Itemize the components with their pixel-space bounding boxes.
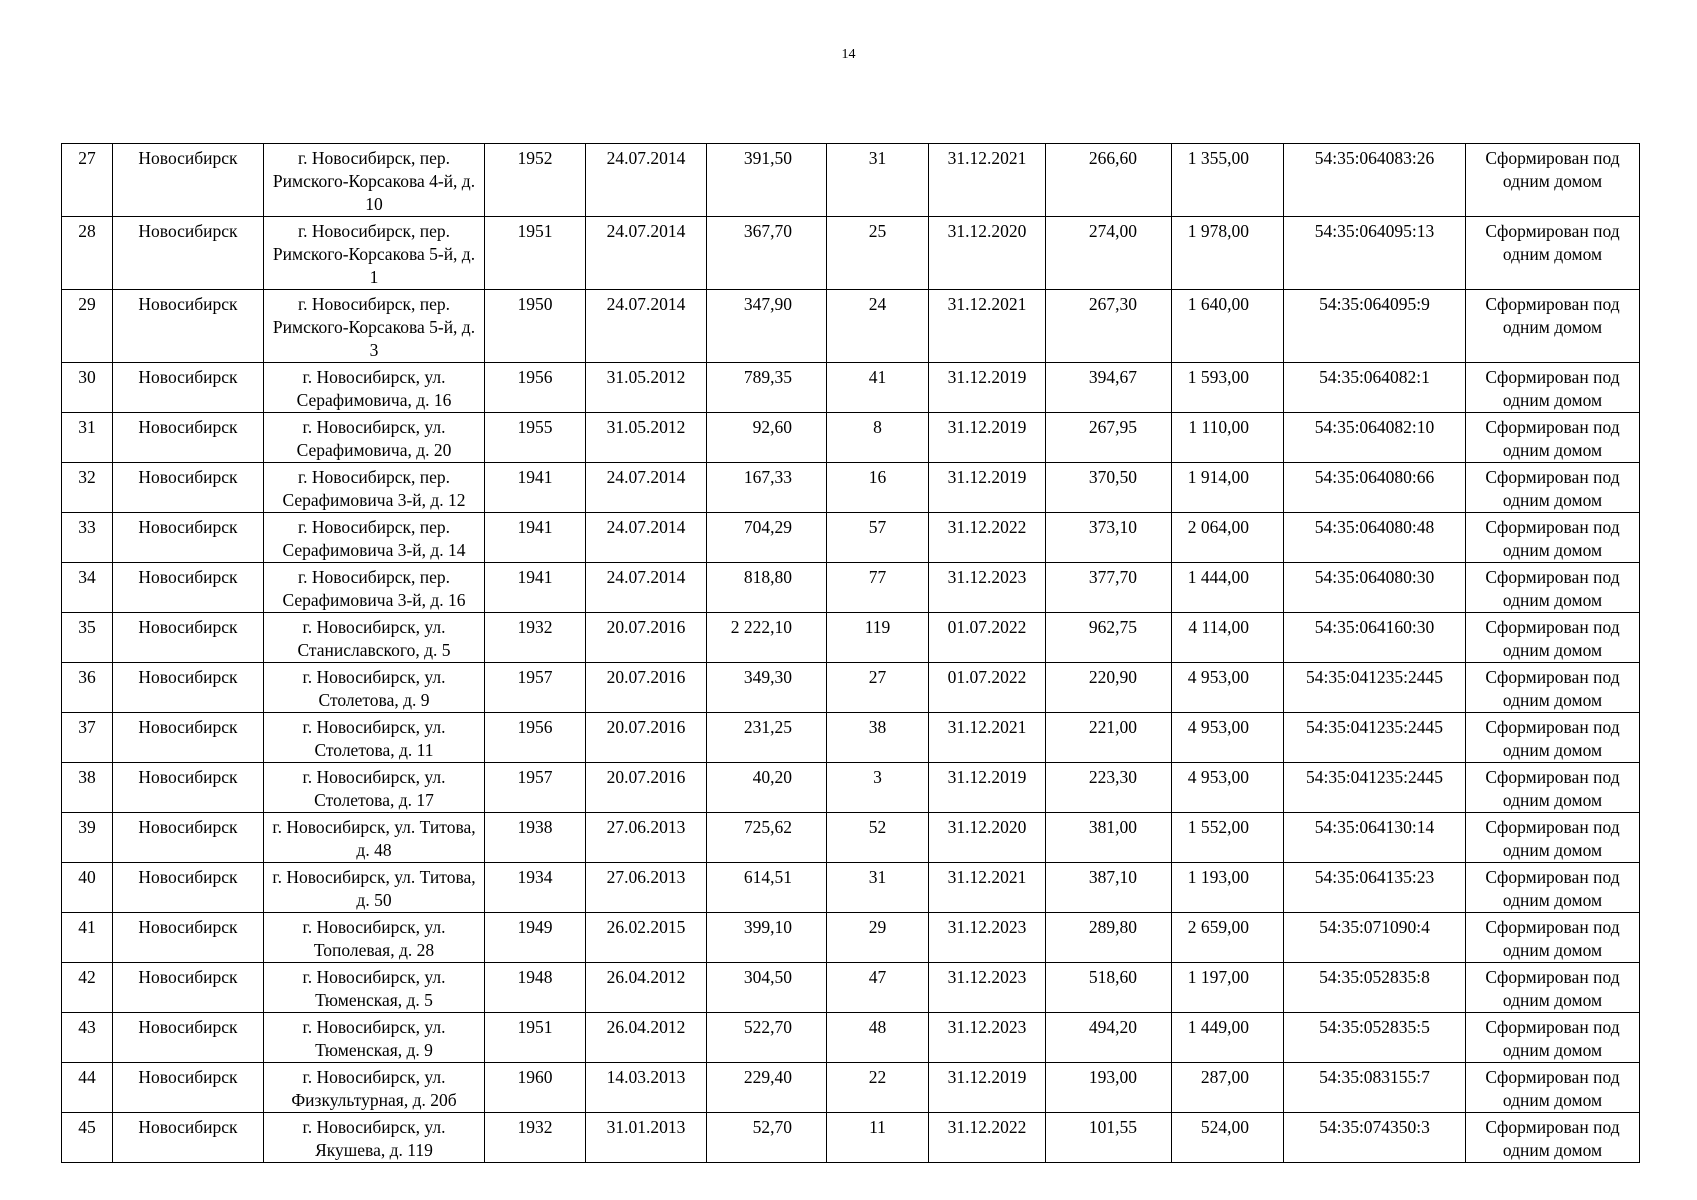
cell-cadastral-number: 54:35:041235:2445 [1284,763,1466,813]
table-body [62,144,1640,1163]
cell-settlement: Новосибирск [113,713,264,763]
cell-cost: 962,75 [1046,613,1172,663]
cell-year-built: 1950 [485,290,586,363]
cell-deadline: 31.12.2021 [929,863,1046,913]
cell-deadline: 31.12.2019 [929,763,1046,813]
cell-residents: 16 [827,463,929,513]
cell-cadastral-number: 54:35:064135:23 [1284,863,1466,913]
cell-deadline: 31.12.2019 [929,363,1046,413]
cell-cadastral-number: 54:35:074350:3 [1284,1113,1466,1163]
cell-area: 40,20 [707,763,827,813]
cell-row-number: 36 [62,663,113,713]
cell-land-status: Сформирован под одним домом [1466,563,1640,613]
cell-settlement: Новосибирск [113,513,264,563]
cell-deadline: 31.12.2023 [929,563,1046,613]
cell-address: г. Новосибирск, ул. Тюменская, д. 5 [264,963,485,1013]
cell-land-area: 287,00 [1172,1063,1284,1113]
cell-land-area: 1 640,00 [1172,290,1284,363]
cell-land-status: Сформирован под одним домом [1466,863,1640,913]
cell-deadline: 01.07.2022 [929,663,1046,713]
table-row [62,1013,1640,1063]
cell-row-number: 35 [62,613,113,663]
cell-address: г. Новосибирск, ул. Станиславского, д. 5 [264,613,485,663]
cell-address: г. Новосибирск, ул. Титова, д. 48 [264,813,485,863]
cell-cadastral-number: 54:35:083155:7 [1284,1063,1466,1113]
cell-cost: 101,55 [1046,1113,1172,1163]
cell-land-status: Сформирован под одним домом [1466,913,1640,963]
cell-cadastral-number: 54:35:064082:10 [1284,413,1466,463]
cell-settlement: Новосибирск [113,463,264,513]
cell-row-number: 38 [62,763,113,813]
cell-row-number: 31 [62,413,113,463]
cell-row-number: 34 [62,563,113,613]
cell-settlement: Новосибирск [113,963,264,1013]
cell-deadline: 31.12.2021 [929,144,1046,217]
cell-cost: 518,60 [1046,963,1172,1013]
cell-land-area: 4 953,00 [1172,763,1284,813]
cell-cost: 494,20 [1046,1013,1172,1063]
cell-date: 24.07.2014 [586,290,707,363]
cell-date: 24.07.2014 [586,217,707,290]
cell-cost: 193,00 [1046,1063,1172,1113]
cell-address: г. Новосибирск, пер. Римского-Корсакова 5-й, д. 1 [264,217,485,290]
cell-year-built: 1952 [485,144,586,217]
cell-land-status: Сформирован под одним домом [1466,144,1640,217]
cell-cadastral-number: 54:35:064080:66 [1284,463,1466,513]
cell-date: 26.04.2012 [586,1013,707,1063]
cell-land-area: 1 914,00 [1172,463,1284,513]
cell-date: 27.06.2013 [586,813,707,863]
cell-row-number: 32 [62,463,113,513]
cell-date: 20.07.2016 [586,613,707,663]
cell-cadastral-number: 54:35:052835:5 [1284,1013,1466,1063]
table-row [62,463,1640,513]
cell-residents: 25 [827,217,929,290]
cell-area: 231,25 [707,713,827,763]
cell-residents: 41 [827,363,929,413]
cell-cost: 370,50 [1046,463,1172,513]
cell-year-built: 1948 [485,963,586,1013]
cell-year-built: 1938 [485,813,586,863]
cell-date: 20.07.2016 [586,663,707,713]
table-row [62,863,1640,913]
cell-land-status: Сформирован под одним домом [1466,713,1640,763]
cell-area: 704,29 [707,513,827,563]
cell-cost: 220,90 [1046,663,1172,713]
cell-row-number: 40 [62,863,113,913]
cell-area: 818,80 [707,563,827,613]
table-row [62,290,1640,363]
cell-row-number: 41 [62,913,113,963]
cell-cost: 221,00 [1046,713,1172,763]
table-row [62,413,1640,463]
cell-residents: 29 [827,913,929,963]
cell-date: 24.07.2014 [586,144,707,217]
cell-address: г. Новосибирск, ул. Физкультурная, д. 20б [264,1063,485,1113]
cell-address: г. Новосибирск, пер. Серафимовича 3-й, д. 14 [264,513,485,563]
cell-year-built: 1960 [485,1063,586,1113]
cell-land-status: Сформирован под одним домом [1466,963,1640,1013]
cell-cadastral-number: 54:35:064080:30 [1284,563,1466,613]
cell-settlement: Новосибирск [113,1013,264,1063]
table-row [62,1063,1640,1113]
cell-land-area: 524,00 [1172,1113,1284,1163]
table-row [62,663,1640,713]
cell-land-status: Сформирован под одним домом [1466,363,1640,413]
cell-cost: 373,10 [1046,513,1172,563]
cell-residents: 31 [827,144,929,217]
cell-cost: 289,80 [1046,913,1172,963]
cell-land-status: Сформирован под одним домом [1466,513,1640,563]
cell-cadastral-number: 54:35:041235:2445 [1284,713,1466,763]
cell-year-built: 1955 [485,413,586,463]
cell-year-built: 1956 [485,713,586,763]
cell-area: 92,60 [707,413,827,463]
housing-registry-table [61,143,1640,1163]
table-row [62,563,1640,613]
cell-row-number: 37 [62,713,113,763]
cell-cadastral-number: 54:35:052835:8 [1284,963,1466,1013]
cell-settlement: Новосибирск [113,217,264,290]
cell-year-built: 1941 [485,563,586,613]
cell-year-built: 1934 [485,863,586,913]
cell-deadline: 31.12.2022 [929,513,1046,563]
cell-land-area: 1 444,00 [1172,563,1284,613]
cell-area: 614,51 [707,863,827,913]
cell-residents: 27 [827,663,929,713]
cell-cadastral-number: 54:35:064083:26 [1284,144,1466,217]
cell-settlement: Новосибирск [113,863,264,913]
cell-address: г. Новосибирск, пер. Римского-Корсакова 5-й, д. 3 [264,290,485,363]
cell-date: 26.02.2015 [586,913,707,963]
cell-row-number: 33 [62,513,113,563]
cell-cadastral-number: 54:35:064082:1 [1284,363,1466,413]
cell-area: 789,35 [707,363,827,413]
cell-year-built: 1932 [485,613,586,663]
cell-year-built: 1957 [485,763,586,813]
cell-date: 20.07.2016 [586,713,707,763]
cell-deadline: 31.12.2021 [929,290,1046,363]
cell-address: г. Новосибирск, ул. Тополевая, д. 28 [264,913,485,963]
cell-row-number: 29 [62,290,113,363]
cell-row-number: 43 [62,1013,113,1063]
cell-cadastral-number: 54:35:064095:9 [1284,290,1466,363]
cell-row-number: 42 [62,963,113,1013]
cell-area: 391,50 [707,144,827,217]
cell-land-area: 1 593,00 [1172,363,1284,413]
cell-land-area: 4 953,00 [1172,663,1284,713]
cell-land-area: 2 064,00 [1172,513,1284,563]
cell-date: 31.01.2013 [586,1113,707,1163]
cell-land-area: 1 193,00 [1172,863,1284,913]
cell-address: г. Новосибирск, ул. Серафимовича, д. 16 [264,363,485,413]
cell-land-area: 1 449,00 [1172,1013,1284,1063]
cell-residents: 52 [827,813,929,863]
cell-residents: 11 [827,1113,929,1163]
cell-settlement: Новосибирск [113,1113,264,1163]
cell-row-number: 28 [62,217,113,290]
cell-year-built: 1949 [485,913,586,963]
cell-land-area: 1 197,00 [1172,963,1284,1013]
cell-cost: 266,60 [1046,144,1172,217]
cell-address: г. Новосибирск, пер. Серафимовича 3-й, д. 12 [264,463,485,513]
cell-residents: 57 [827,513,929,563]
cell-date: 26.04.2012 [586,963,707,1013]
cell-deadline: 31.12.2023 [929,1013,1046,1063]
cell-year-built: 1932 [485,1113,586,1163]
cell-date: 31.05.2012 [586,363,707,413]
cell-address: г. Новосибирск, ул. Якушева, д. 119 [264,1113,485,1163]
cell-cost: 381,00 [1046,813,1172,863]
cell-settlement: Новосибирск [113,290,264,363]
cell-cadastral-number: 54:35:064095:13 [1284,217,1466,290]
cell-deadline: 31.12.2020 [929,813,1046,863]
cell-cost: 394,67 [1046,363,1172,413]
cell-land-status: Сформирован под одним домом [1466,463,1640,513]
cell-cadastral-number: 54:35:064080:48 [1284,513,1466,563]
cell-settlement: Новосибирск [113,913,264,963]
cell-address: г. Новосибирск, ул. Тюменская, д. 9 [264,1013,485,1063]
cell-cost: 377,70 [1046,563,1172,613]
cell-settlement: Новосибирск [113,813,264,863]
cell-year-built: 1951 [485,217,586,290]
cell-cost: 267,30 [1046,290,1172,363]
table-row [62,763,1640,813]
cell-cost: 223,30 [1046,763,1172,813]
cell-area: 725,62 [707,813,827,863]
cell-cost: 274,00 [1046,217,1172,290]
table-row [62,813,1640,863]
cell-deadline: 31.12.2023 [929,913,1046,963]
cell-area: 399,10 [707,913,827,963]
cell-year-built: 1951 [485,1013,586,1063]
cell-land-status: Сформирован под одним домом [1466,613,1640,663]
table-row [62,913,1640,963]
cell-row-number: 30 [62,363,113,413]
cell-deadline: 01.07.2022 [929,613,1046,663]
cell-land-area: 4 114,00 [1172,613,1284,663]
cell-land-area: 1 355,00 [1172,144,1284,217]
cell-area: 304,50 [707,963,827,1013]
cell-cadastral-number: 54:35:071090:4 [1284,913,1466,963]
cell-land-status: Сформирован под одним домом [1466,413,1640,463]
cell-address: г. Новосибирск, ул. Титова, д. 50 [264,863,485,913]
cell-land-status: Сформирован под одним домом [1466,217,1640,290]
cell-row-number: 44 [62,1063,113,1113]
cell-residents: 48 [827,1013,929,1063]
table-row [62,1113,1640,1163]
cell-residents: 24 [827,290,929,363]
cell-area: 52,70 [707,1113,827,1163]
cell-settlement: Новосибирск [113,663,264,713]
cell-residents: 3 [827,763,929,813]
table-row [62,613,1640,663]
cell-residents: 119 [827,613,929,663]
cell-settlement: Новосибирск [113,363,264,413]
page-number: 14 [841,47,856,62]
cell-deadline: 31.12.2019 [929,463,1046,513]
cell-area: 229,40 [707,1063,827,1113]
cell-address: г. Новосибирск, ул. Столетова, д. 11 [264,713,485,763]
cell-address: г. Новосибирск, ул. Столетова, д. 9 [264,663,485,713]
cell-land-status: Сформирован под одним домом [1466,663,1640,713]
cell-deadline: 31.12.2019 [929,413,1046,463]
cell-land-status: Сформирован под одним домом [1466,1063,1640,1113]
cell-settlement: Новосибирск [113,613,264,663]
cell-date: 24.07.2014 [586,563,707,613]
table-row [62,217,1640,290]
cell-deadline: 31.12.2023 [929,963,1046,1013]
table-row [62,963,1640,1013]
cell-cost: 387,10 [1046,863,1172,913]
cell-area: 367,70 [707,217,827,290]
cell-date: 20.07.2016 [586,763,707,813]
cell-residents: 31 [827,863,929,913]
cell-residents: 47 [827,963,929,1013]
cell-area: 2 222,10 [707,613,827,663]
cell-land-status: Сформирован под одним домом [1466,1113,1640,1163]
cell-date: 31.05.2012 [586,413,707,463]
cell-date: 14.03.2013 [586,1063,707,1113]
cell-cadastral-number: 54:35:064160:30 [1284,613,1466,663]
cell-land-status: Сформирован под одним домом [1466,763,1640,813]
cell-date: 24.07.2014 [586,513,707,563]
cell-year-built: 1957 [485,663,586,713]
table-row [62,713,1640,763]
cell-land-status: Сформирован под одним домом [1466,1013,1640,1063]
cell-settlement: Новосибирск [113,763,264,813]
cell-settlement: Новосибирск [113,413,264,463]
cell-residents: 8 [827,413,929,463]
cell-area: 167,33 [707,463,827,513]
cell-year-built: 1941 [485,463,586,513]
cell-address: г. Новосибирск, пер. Римского-Корсакова 4-й, д. 10 [264,144,485,217]
cell-residents: 77 [827,563,929,613]
cell-date: 27.06.2013 [586,863,707,913]
cell-year-built: 1941 [485,513,586,563]
cell-date: 24.07.2014 [586,463,707,513]
cell-land-area: 4 953,00 [1172,713,1284,763]
cell-cost: 267,95 [1046,413,1172,463]
cell-cadastral-number: 54:35:041235:2445 [1284,663,1466,713]
cell-residents: 22 [827,1063,929,1113]
cell-address: г. Новосибирск, ул. Столетова, д. 17 [264,763,485,813]
cell-area: 347,90 [707,290,827,363]
table-row [62,144,1640,217]
cell-area: 349,30 [707,663,827,713]
cell-deadline: 31.12.2021 [929,713,1046,763]
cell-deadline: 31.12.2022 [929,1113,1046,1163]
cell-deadline: 31.12.2020 [929,217,1046,290]
cell-row-number: 45 [62,1113,113,1163]
cell-land-status: Сформирован под одним домом [1466,813,1640,863]
cell-settlement: Новосибирск [113,1063,264,1113]
cell-land-area: 2 659,00 [1172,913,1284,963]
cell-row-number: 39 [62,813,113,863]
cell-address: г. Новосибирск, ул. Серафимовича, д. 20 [264,413,485,463]
table-row [62,513,1640,563]
cell-area: 522,70 [707,1013,827,1063]
cell-row-number: 27 [62,144,113,217]
cell-residents: 38 [827,713,929,763]
cell-land-area: 1 110,00 [1172,413,1284,463]
cell-settlement: Новосибирск [113,144,264,217]
cell-deadline: 31.12.2019 [929,1063,1046,1113]
cell-settlement: Новосибирск [113,563,264,613]
cell-land-area: 1 978,00 [1172,217,1284,290]
cell-land-area: 1 552,00 [1172,813,1284,863]
cell-land-status: Сформирован под одним домом [1466,290,1640,363]
cell-year-built: 1956 [485,363,586,413]
cell-cadastral-number: 54:35:064130:14 [1284,813,1466,863]
cell-address: г. Новосибирск, пер. Серафимовича 3-й, д. 16 [264,563,485,613]
table-row [62,363,1640,413]
